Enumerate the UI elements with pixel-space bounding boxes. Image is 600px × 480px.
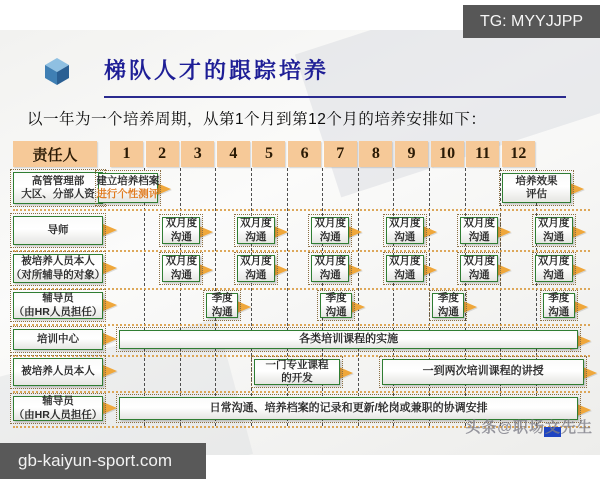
task-block bbox=[535, 217, 573, 244]
task-block bbox=[311, 217, 349, 244]
box-text-line: （对所辅导的对象） bbox=[10, 268, 106, 281]
task-block bbox=[502, 173, 571, 203]
row-label bbox=[13, 292, 103, 319]
slide-canvas bbox=[0, 30, 600, 455]
box-text-line: 双月度 bbox=[314, 255, 347, 268]
box-text-line: 培训中心 bbox=[37, 332, 79, 345]
month-header-cell: 5 bbox=[252, 141, 285, 167]
row-separator bbox=[13, 391, 590, 393]
box-text-line: 沟通 bbox=[543, 230, 565, 243]
month-gridline bbox=[287, 168, 288, 426]
month-gridline bbox=[180, 168, 181, 426]
month-gridline bbox=[393, 168, 394, 426]
box-text-line: 日常沟通、培养档案的记录和更新/轮岗或兼职的协调安排 bbox=[209, 401, 488, 414]
month-gridline bbox=[429, 168, 430, 426]
responsible-header-cell: 责任人 bbox=[13, 141, 97, 167]
month-header-cell: 3 bbox=[181, 141, 214, 167]
box-text-line: 沟通 bbox=[468, 268, 490, 281]
task-block bbox=[386, 217, 424, 244]
row-separator bbox=[13, 288, 590, 290]
box-text-line: 沟通 bbox=[543, 268, 565, 281]
box-text-line: 一门专业课程 bbox=[265, 358, 329, 371]
task-block bbox=[460, 217, 498, 244]
box-text-line: 进行个性测评 bbox=[96, 188, 160, 200]
task-block bbox=[162, 217, 200, 244]
month-header-cell: 8 bbox=[359, 141, 392, 167]
month-header-cell: 2 bbox=[146, 141, 179, 167]
task-block bbox=[543, 293, 575, 318]
site-badge-text: gb-kaiyun-sport.com bbox=[18, 451, 173, 470]
box-text-line: 沟通 bbox=[245, 268, 267, 281]
box-text-line: 沟通 bbox=[170, 230, 192, 243]
box-text-line: 双月度 bbox=[388, 217, 421, 230]
box-text-line: 双月度 bbox=[165, 255, 198, 268]
box-text-line: 双月度 bbox=[165, 217, 198, 230]
task-block bbox=[386, 255, 424, 282]
box-text-line: 沟通 bbox=[319, 268, 341, 281]
task-block bbox=[162, 255, 200, 282]
box-text-line: 沟通 bbox=[319, 230, 341, 243]
box-text-line: 季度 bbox=[211, 292, 233, 305]
row-label bbox=[13, 396, 103, 421]
author-watermark: 头条@职场文先生 bbox=[465, 419, 593, 436]
box-text-line: 沟通 bbox=[170, 268, 192, 281]
slide-title: 梯队人才的跟踪培养 bbox=[104, 58, 330, 83]
box-text-line: 季度 bbox=[437, 292, 459, 305]
month-header-cell: 12 bbox=[502, 141, 535, 167]
row-label bbox=[13, 172, 103, 204]
box-text-line: 被培养人员本人 bbox=[21, 255, 95, 268]
slide-subtitle: 以一年为一个培养周期，从第1个月到第12个月的培养安排如下： bbox=[27, 111, 487, 128]
box-text-line: 沟通 bbox=[211, 305, 233, 318]
row-label bbox=[13, 216, 103, 245]
task-block bbox=[237, 255, 275, 282]
box-text-line: 双月度 bbox=[240, 255, 272, 268]
row-separator bbox=[13, 209, 590, 211]
month-header-cell: 9 bbox=[395, 141, 428, 167]
box-text-line: （由HR人员担任） bbox=[13, 305, 103, 318]
box-text-line: 季度 bbox=[325, 292, 347, 305]
row-separator bbox=[13, 250, 590, 252]
box-text-line: （由HR人员担任） bbox=[13, 408, 103, 421]
row-label bbox=[13, 358, 103, 386]
task-block bbox=[98, 173, 159, 203]
box-text-line: 沟通 bbox=[394, 268, 416, 281]
row-separator bbox=[13, 355, 590, 357]
box-text-line: 评估 bbox=[526, 188, 548, 200]
month-header-cell: 11 bbox=[466, 141, 499, 167]
month-gridline bbox=[144, 168, 145, 426]
box-text-line: 沟通 bbox=[325, 305, 347, 318]
tg-watermark-badge bbox=[463, 5, 600, 38]
box-text-line: 辅导员 bbox=[42, 292, 74, 305]
box-text-line: 沟通 bbox=[468, 230, 490, 243]
box-text-line: 高管管理部 bbox=[31, 174, 85, 187]
box-text-line: 辅导员 bbox=[42, 395, 74, 408]
box-text-line: 沟通 bbox=[394, 230, 416, 243]
row-label bbox=[13, 329, 103, 350]
task-block bbox=[432, 293, 464, 318]
task-block bbox=[206, 293, 238, 318]
box-text-line: 一到两次培训课程的讲授 bbox=[422, 365, 544, 378]
box-text-line: 双月度 bbox=[463, 217, 495, 230]
site-watermark-badge bbox=[0, 443, 206, 479]
box-text-line: 导师 bbox=[47, 223, 69, 236]
box-text-line: 双月度 bbox=[463, 255, 495, 268]
training-timeline-chart bbox=[0, 30, 600, 455]
box-text-line: 沟通 bbox=[245, 230, 267, 243]
task-block bbox=[460, 255, 498, 282]
task-block bbox=[320, 293, 352, 318]
box-text-line: 培养效果 bbox=[515, 174, 558, 187]
box-text-line: 建立培养档案 bbox=[96, 174, 160, 187]
task-block bbox=[254, 359, 339, 385]
box-text-line: 被培养人员本人 bbox=[21, 365, 95, 378]
row-label bbox=[10, 254, 106, 283]
box-text-line: 大区、分部人资 bbox=[21, 188, 95, 200]
box-text-line: 双月度 bbox=[240, 217, 272, 230]
task-block bbox=[382, 359, 583, 385]
box-text-line: 双月度 bbox=[314, 217, 347, 230]
box-text-line: 的开发 bbox=[281, 372, 313, 384]
month-gridline bbox=[500, 168, 501, 426]
month-header-cell: 10 bbox=[431, 141, 464, 167]
task-block bbox=[119, 330, 578, 349]
box-text-line: 双月度 bbox=[537, 217, 570, 230]
box-text-line: 沟通 bbox=[548, 305, 570, 318]
month-header-cell: 6 bbox=[288, 141, 321, 167]
box-text-line: 双月度 bbox=[537, 255, 570, 268]
row-separator bbox=[13, 324, 590, 326]
box-text-line: 双月度 bbox=[388, 255, 421, 268]
month-header-cell: 1 bbox=[110, 141, 143, 167]
month-gridline bbox=[536, 168, 537, 426]
task-block bbox=[237, 217, 275, 244]
box-text-line: 沟通 bbox=[437, 305, 459, 318]
box-text-line: 季度 bbox=[548, 292, 570, 305]
month-header-cell: 7 bbox=[324, 141, 357, 167]
task-block bbox=[311, 255, 349, 282]
box-text-line: 各类培训课程的实施 bbox=[299, 332, 399, 345]
tg-badge-text: TG: MYYJJPP bbox=[479, 12, 584, 30]
month-header-cell: 4 bbox=[217, 141, 250, 167]
task-block bbox=[535, 255, 573, 282]
